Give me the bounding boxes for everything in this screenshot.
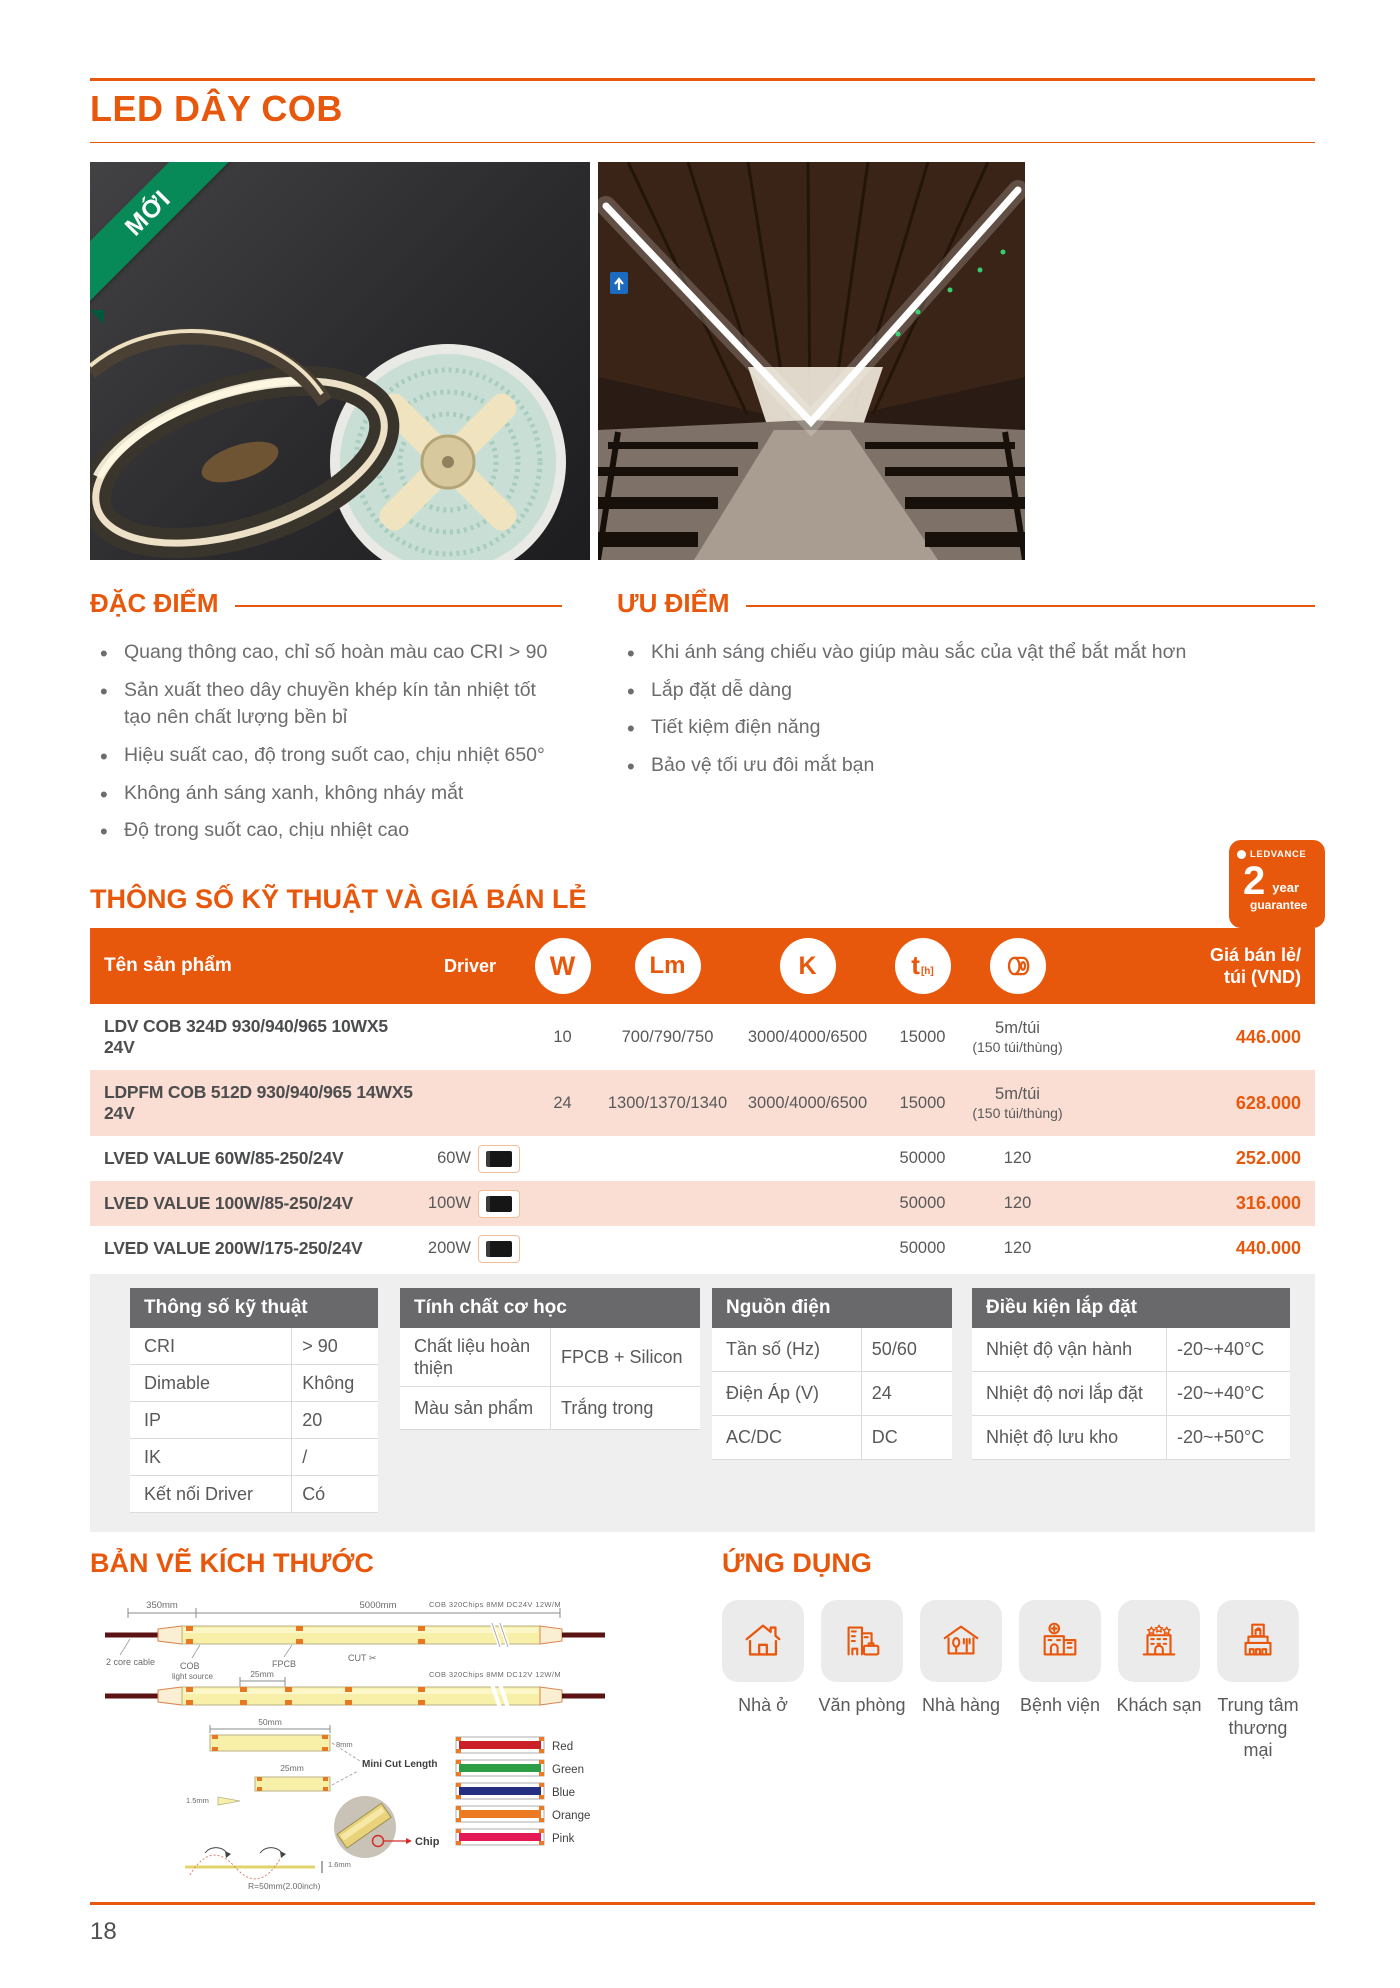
office-icon [839, 1618, 885, 1664]
guarantee-label: guarantee [1250, 898, 1308, 912]
label-cable: 2 core cable [106, 1657, 156, 1667]
packaging-cell [960, 1085, 1075, 1122]
spec-line-12v: COB 320Chips 8MM DC12V 12W/M [428, 1670, 562, 1679]
app-label: Khách sạn [1116, 1695, 1202, 1715]
application-item [1019, 1600, 1101, 1762]
price-header-line1: Giá bán lẻ/ [1209, 944, 1301, 965]
dim-50: 50mm [258, 1717, 282, 1727]
spec-label: Chất liệu hoàn thiện [414, 1335, 531, 1378]
app-tile [920, 1600, 1002, 1682]
price-cell: 446.000 [1235, 1026, 1301, 1047]
app-label: Bệnh viện [1019, 1695, 1101, 1715]
table-header-row [90, 928, 1315, 1004]
top-rule [90, 78, 1315, 81]
list-item: • Khi ánh sáng chiếu vào giúp màu sắc của vật thể bắt mắt hơn [625, 639, 1265, 667]
lifetime-cell: 50000 [899, 1194, 946, 1212]
driver-icon [478, 1190, 520, 1218]
legend-swatch [459, 1833, 541, 1841]
driver-icon [478, 1235, 520, 1263]
driver-box [486, 1241, 512, 1257]
app-tile [1019, 1600, 1101, 1682]
application-item [818, 1600, 906, 1762]
strip-24v [105, 1623, 605, 1647]
spec-tables-panel [90, 1274, 1315, 1532]
footer-rule [90, 1902, 1315, 1905]
list-item: • Không ánh sáng xanh, không nháy mắt [98, 780, 562, 808]
price-cell: 252.000 [1235, 1148, 1301, 1168]
mini-table-title: Thông số kỹ thuật [130, 1288, 378, 1328]
spec-table-installation [972, 1288, 1290, 1460]
leader [120, 1639, 130, 1655]
legend-label: Pink [552, 1833, 575, 1845]
price-cell: 628.000 [1235, 1092, 1301, 1113]
applications-list [722, 1600, 1322, 1762]
packaging-cell [960, 1019, 1075, 1056]
spec-value: -20~+40°C [1166, 1372, 1290, 1415]
list-item: • Độ trong suốt cao, chịu nhiệt cao [98, 817, 562, 845]
mini-table-title: Nguồn điện [712, 1288, 952, 1328]
packaging-header-circle [990, 938, 1046, 994]
table-row [972, 1372, 1290, 1416]
ceiling-light-illustration [598, 162, 1025, 560]
pricing-title: THÔNG SỐ KỸ THUẬT VÀ GIÁ BÁN LẺ [90, 884, 587, 914]
color-legend [456, 1737, 590, 1845]
table-row [972, 1416, 1290, 1460]
spec-value: DC [861, 1416, 952, 1459]
label-cob: COB [180, 1661, 200, 1671]
leader-dashed [332, 1743, 360, 1785]
features-section [90, 588, 562, 855]
lumen-cell: 700/790/750 [621, 1027, 714, 1046]
spec-table-technical [130, 1288, 378, 1513]
lifetime-cell: 15000 [899, 1093, 946, 1112]
app-label: Văn phòng [818, 1695, 906, 1715]
brand-name: LEDVANCE [1250, 849, 1307, 860]
guarantee-badge [1229, 840, 1325, 928]
reel-hub-hole [442, 456, 454, 468]
table-row [130, 1439, 378, 1476]
driver-cell [420, 1145, 520, 1173]
spec-label: Tần số (Hz) [726, 1339, 821, 1360]
label-radius: R=50mm(2.00inch) [248, 1881, 321, 1891]
ribbon-fold [90, 310, 104, 324]
spec-value: > 90 [291, 1328, 378, 1364]
legend-label: Green [552, 1764, 584, 1776]
advantages-heading [617, 588, 1315, 619]
list-item: • Hiệu suất cao, độ trong suốt cao, chịu nhiệt 650° [98, 742, 562, 770]
spec-value: Trắng trong [550, 1387, 700, 1429]
label-fpcb: FPCB [272, 1659, 297, 1669]
spec-label: AC/DC [726, 1427, 783, 1448]
pack-line2: (150 túi/thùng) [972, 1038, 1063, 1055]
application-item [1217, 1600, 1299, 1762]
pack-line1: 5m/túi [995, 1084, 1040, 1103]
advantages-section [617, 588, 1315, 790]
product-name: LDPFM COB 512D 930/940/965 14WX5 24V [104, 1082, 413, 1123]
spec-label: Kết nối Driver [144, 1483, 254, 1504]
advantages-list [617, 639, 1265, 780]
guarantee-number: 2 [1243, 859, 1266, 903]
table-row [130, 1402, 378, 1439]
watt-cell: 10 [553, 1027, 572, 1046]
strip-12v [105, 1684, 605, 1708]
label-cut: CUT ✂ [348, 1653, 377, 1663]
product-name: LVED VALUE 100W/85-250/24V [104, 1193, 353, 1213]
packaging-cell: 120 [1003, 1193, 1032, 1212]
driver-cell [420, 1190, 520, 1218]
lifetime-cell: 50000 [899, 1149, 946, 1167]
application-photo [598, 162, 1025, 560]
spec-label: CRI [144, 1335, 175, 1356]
page-title: LED DÂY COB [90, 88, 343, 129]
app-tile [1118, 1600, 1200, 1682]
dim-350: 350mm [146, 1600, 178, 1611]
product-name: LVED VALUE 60W/85-250/24V [104, 1148, 344, 1168]
watt-cell: 24 [553, 1093, 572, 1112]
lumen-cell: 1300/1370/1340 [607, 1093, 728, 1112]
packaging-cell: 120 [1003, 1238, 1032, 1257]
packaging-cell: 120 [1003, 1148, 1032, 1167]
lumen-header-circle: Lm [635, 938, 701, 994]
hospital-icon [1037, 1618, 1083, 1664]
spec-value: Không [291, 1365, 378, 1401]
spec-label: Màu sản phẩm [414, 1397, 534, 1418]
legend-row [456, 1760, 584, 1776]
table-row [400, 1387, 700, 1430]
table-row [90, 1181, 1315, 1226]
dimension-drawing [100, 1595, 620, 1895]
dim-25b: 25mm [280, 1763, 304, 1773]
list-item: • Tiết kiệm điện năng [625, 714, 1265, 742]
dim-1-5: 1.5mm [186, 1796, 209, 1805]
spec-value: / [291, 1439, 378, 1475]
app-tile [821, 1600, 903, 1682]
bend-diagram [185, 1848, 322, 1879]
mini-strip-50 [210, 1735, 330, 1751]
table-row [972, 1328, 1290, 1372]
table-row [90, 1136, 1315, 1181]
spec-value: 20 [291, 1402, 378, 1438]
heading-rule [235, 605, 562, 607]
list-item: • Lắp đặt dễ dàng [625, 677, 1265, 705]
legend-row [456, 1829, 575, 1845]
product-name: LDV COB 324D 930/940/965 10WX5 24V [104, 1016, 388, 1057]
table-row [400, 1328, 700, 1387]
legend-row [456, 1737, 573, 1753]
guarantee-unit: year [1272, 880, 1299, 895]
spec-table-mechanical [400, 1288, 700, 1430]
title-underline [90, 142, 1315, 143]
spec-table-power [712, 1288, 952, 1460]
pack-line2: (150 túi/thùng) [972, 1104, 1063, 1121]
spec-label: IK [144, 1446, 162, 1467]
price-cell: 440.000 [1235, 1238, 1301, 1258]
product-name: LVED VALUE 200W/175-250/24V [104, 1238, 363, 1258]
app-label: Nhà ở [738, 1695, 788, 1715]
legend-swatch [459, 1764, 541, 1772]
label-chip: Chip [415, 1836, 440, 1848]
legend-swatch [459, 1741, 541, 1749]
restaurant-icon [938, 1618, 984, 1664]
kelvin-cell: 3000/4000/6500 [747, 1093, 868, 1112]
legend-label: Orange [552, 1810, 591, 1822]
leader [284, 1645, 292, 1657]
roll-icon [1003, 951, 1033, 981]
guarantee-years [1243, 859, 1317, 903]
driver-wattage: 100W [427, 1194, 471, 1212]
pack-line1: 5m/túi [995, 1018, 1040, 1037]
app-label: Trung tâm thương mại [1217, 1695, 1299, 1760]
lifetime-header-circle [895, 938, 951, 994]
mall-icon [1235, 1618, 1281, 1664]
spec-label: IP [144, 1409, 162, 1430]
advantages-title: ƯU ĐIỂM [617, 588, 730, 618]
application-item [722, 1600, 804, 1762]
list-item: • Sản xuất theo dây chuyền khép kín tản nhiệt tốt tạo nên chất lượng bền bỉ [98, 677, 562, 732]
spec-value: 24 [861, 1372, 952, 1415]
legend-label: Blue [552, 1787, 576, 1799]
legend-row [456, 1783, 575, 1799]
spec-label: Điện Áp (V) [726, 1383, 820, 1404]
mini-table-title: Điều kiện lắp đặt [972, 1288, 1290, 1328]
features-heading [90, 588, 562, 619]
page-number: 18 [90, 1918, 117, 1945]
spec-label: Nhiệt độ lưu kho [986, 1427, 1119, 1448]
hotel-icon [1136, 1618, 1182, 1664]
watt-header-circle: W [535, 938, 591, 994]
lifetime-cell: 50000 [899, 1239, 946, 1257]
driver-wattage: 200W [427, 1239, 471, 1257]
application-item [920, 1600, 1002, 1762]
exit-sign [610, 272, 628, 294]
list-item: • Quang thông cao, chỉ số hoàn màu cao CRI > 90 [98, 639, 562, 667]
lifetime-cell: 15000 [899, 1027, 946, 1046]
spec-value: FPCB + Silicon [550, 1328, 700, 1386]
table-row [712, 1416, 952, 1460]
lifetime-t: t [911, 950, 920, 980]
dim-25: 25mm [250, 1669, 274, 1679]
spec-line-24v: COB 320Chips 8MM DC24V 12W/M [428, 1600, 562, 1609]
label-cob-2: light source [172, 1672, 213, 1681]
chip-magnifier [334, 1796, 412, 1858]
price-header-line2: túi (VND) [1224, 967, 1301, 987]
heading-rule [746, 605, 1315, 607]
dim-lines [128, 1608, 560, 1618]
applications-title: ỨNG DỤNG [722, 1548, 872, 1578]
dim-1-6: 1.6mm [328, 1860, 351, 1869]
dim-8: 8mm [336, 1740, 353, 1749]
table-row [130, 1328, 378, 1365]
app-tile [722, 1600, 804, 1682]
legend-label: Red [552, 1741, 574, 1753]
driver-wattage: 60W [437, 1149, 471, 1167]
dim-5000: 5000mm [359, 1600, 397, 1611]
col-header-name: Tên sản phẩm [104, 955, 232, 976]
spec-value: -20~+50°C [1166, 1416, 1290, 1459]
app-tile [1217, 1600, 1299, 1682]
ledvance-sun-icon [1237, 850, 1246, 859]
table-row [90, 1226, 1315, 1271]
kelvin-header-circle: K [780, 938, 836, 994]
strip-profile [218, 1797, 240, 1805]
label-mini-cut: Mini Cut Length [362, 1759, 438, 1770]
table-row [130, 1365, 378, 1402]
price-cell: 316.000 [1235, 1193, 1301, 1213]
spec-value: Có [291, 1476, 378, 1512]
driver-cell [420, 1235, 520, 1263]
mini-strip-25 [255, 1777, 330, 1791]
drawing-title: BẢN VẼ KÍCH THƯỚC [90, 1548, 374, 1578]
features-title: ĐẶC ĐIỂM [90, 588, 219, 618]
spec-label: Dimable [144, 1372, 211, 1393]
col-header-price [1075, 944, 1315, 989]
list-item: • Bảo vệ tối ưu đôi mắt bạn [625, 752, 1265, 780]
driver-box [486, 1151, 512, 1167]
app-label: Nhà hàng [921, 1695, 1001, 1715]
driver-icon [478, 1145, 520, 1173]
product-photo [90, 162, 590, 560]
table-row [90, 1004, 1315, 1070]
legend-swatch [459, 1787, 541, 1795]
spec-value: -20~+40°C [1166, 1328, 1290, 1371]
table-row [130, 1476, 378, 1513]
spec-label: Nhiệt độ vận hành [986, 1339, 1133, 1360]
lifetime-sub: [h] [920, 966, 934, 977]
col-header-driver: Driver [443, 955, 497, 976]
spec-label: Nhiệt độ nơi lắp đặt [986, 1383, 1143, 1404]
mini-table-title: Tính chất cơ học [400, 1288, 700, 1328]
features-list [90, 639, 562, 845]
table-row [712, 1372, 952, 1416]
pricing-table [90, 928, 1315, 1271]
house-icon [740, 1618, 786, 1664]
application-item [1118, 1600, 1200, 1762]
legend-row [456, 1806, 590, 1822]
table-row [712, 1328, 952, 1372]
kelvin-cell: 3000/4000/6500 [747, 1027, 868, 1046]
driver-box [486, 1196, 512, 1212]
table-row [90, 1070, 1315, 1136]
new-ribbon: MỚI [90, 162, 248, 313]
spec-value: 50/60 [861, 1328, 952, 1371]
legend-swatch [459, 1810, 541, 1818]
leader [192, 1645, 200, 1658]
